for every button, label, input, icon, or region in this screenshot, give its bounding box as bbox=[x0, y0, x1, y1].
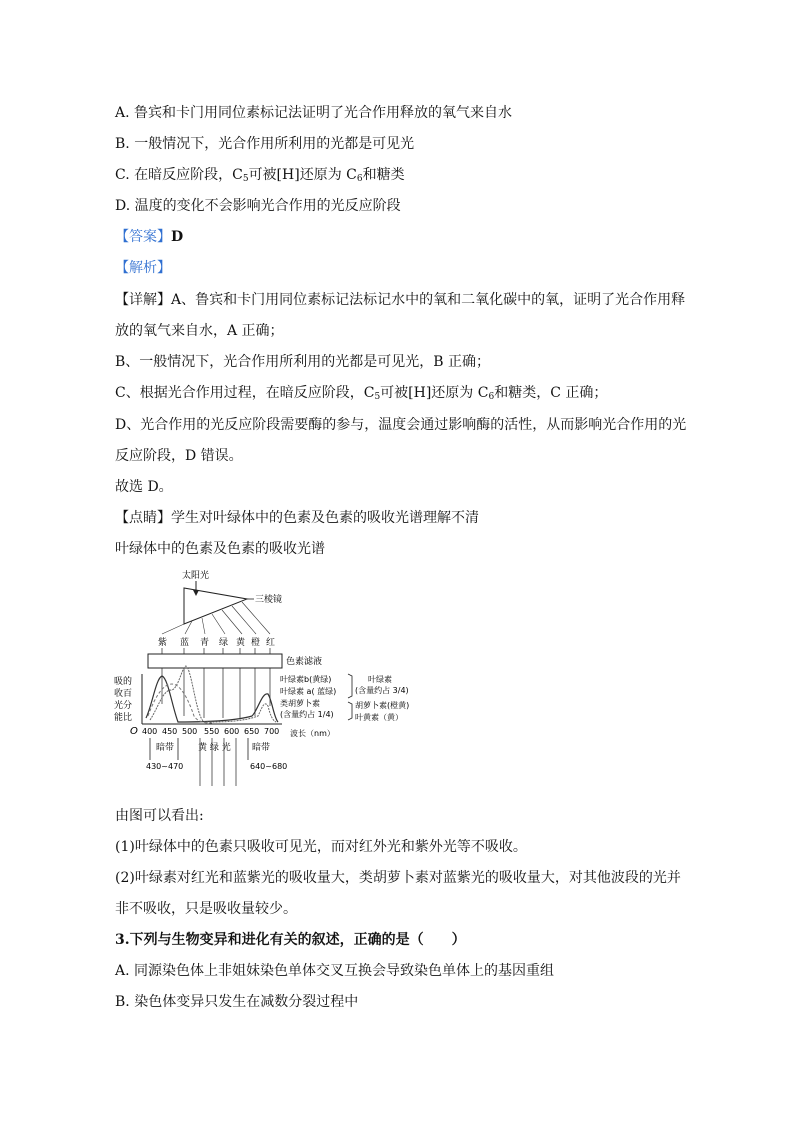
conclusion-2-line2: 非不吸收，只是吸收量较少。 bbox=[115, 901, 297, 917]
question3-stem: 3.下列与生物变异和进化有关的叙述，正确的是（ ） bbox=[115, 932, 466, 948]
analysis-tag: 【解析】 bbox=[115, 260, 171, 276]
color-cyan: 青 bbox=[200, 638, 210, 648]
option-d: D. 温度的变化不会影响光合作用的光反应阶段 bbox=[115, 198, 401, 214]
answer-value: D bbox=[171, 229, 184, 245]
chlorophyll-brace bbox=[348, 674, 352, 698]
svg-text:650: 650 bbox=[244, 727, 260, 736]
svg-text:(含量约占 3/4): (含量约占 3/4) bbox=[355, 686, 409, 695]
sun-label: 太阳光 bbox=[182, 571, 210, 581]
svg-text:吸的: 吸的 bbox=[114, 677, 133, 687]
detail-a-line1: 【详解】A、鲁宾和卡门用同位素标记法标记水中的氧和二氧化碳中的氧，证明了光合作用释 bbox=[115, 292, 686, 308]
yellow-green-light: 黄 绿 光 bbox=[198, 743, 231, 753]
dark-band-right: 暗带 bbox=[252, 743, 271, 753]
svg-text:400: 400 bbox=[142, 727, 158, 736]
color-labels bbox=[158, 636, 275, 648]
filter-label: 色素滤液 bbox=[286, 657, 323, 667]
svg-text:550: 550 bbox=[204, 727, 220, 736]
figure-title: 叶绿体中的色素及色素的吸收光谱 bbox=[115, 541, 325, 557]
svg-text:450: 450 bbox=[162, 727, 178, 736]
color-orange: 橙 bbox=[251, 638, 261, 648]
answer-tag: 【答案】 bbox=[115, 229, 171, 245]
detail-d-line2: 反应阶段，D 错误。 bbox=[115, 448, 243, 464]
svg-text:叶绿素: 叶绿素 bbox=[368, 675, 392, 684]
detail-d-line1: D、光合作用的光反应阶段需要酶的参与，温度会通过影响酶的活性，从而影响光合作用的光 bbox=[115, 417, 687, 433]
pigment-filter-box bbox=[148, 654, 282, 668]
pigment-group-labels bbox=[355, 674, 409, 722]
svg-text:能比: 能比 bbox=[114, 713, 133, 723]
x-origin: O bbox=[130, 726, 138, 737]
x-tick-labels bbox=[142, 727, 279, 736]
answer-line bbox=[115, 228, 183, 246]
dark-band-left: 暗带 bbox=[156, 743, 175, 753]
option-c: C. 在暗反应阶段，$C_5$可被[H]还原为 $C_6$和糖类 bbox=[115, 167, 405, 184]
option-a: A. 鲁宾和卡门用同位素标记法证明了光合作用释放的氧气来自水 bbox=[115, 105, 513, 121]
light-rays bbox=[162, 602, 270, 634]
detail-c: C、根据光合作用过程，在暗反应阶段，$C_5$可被[H]还原为 $C_6$和糖类，C 正确； bbox=[115, 385, 608, 402]
svg-text:700: 700 bbox=[264, 727, 280, 736]
prism-shape bbox=[184, 588, 247, 624]
carotenoid-brace bbox=[348, 702, 352, 720]
svg-text:叶黄素（黄）: 叶黄素（黄） bbox=[355, 713, 403, 722]
conclusion-intro: 由图可以看出: bbox=[115, 808, 204, 824]
option-b: B. 一般情况下，光合作用所利用的光都是可见光 bbox=[115, 136, 415, 152]
color-violet: 紫 bbox=[158, 638, 168, 648]
x-axis-label: 波长（nm） bbox=[290, 729, 335, 738]
detail-conclusion: 故选 D。 bbox=[115, 479, 173, 495]
svg-text:胡萝卜素(橙黄): 胡萝卜素(橙黄) bbox=[355, 701, 410, 710]
svg-text:(含量约占 1/4): (含量约占 1/4) bbox=[280, 710, 334, 719]
color-red: 红 bbox=[266, 638, 276, 648]
svg-text:600: 600 bbox=[224, 727, 240, 736]
chlorophyll-b-curve bbox=[150, 666, 276, 722]
detail-a-line2: 放的氧气来自水，A 正确； bbox=[115, 323, 284, 339]
curve-legend bbox=[280, 674, 336, 719]
color-green: 绿 bbox=[219, 638, 229, 648]
svg-text:叶绿素 a( 蓝绿): 叶绿素 a( 蓝绿) bbox=[280, 687, 337, 696]
y-axis-label bbox=[114, 675, 132, 723]
pointer-line: 【点睛】学生对叶绿体中的色素及色素的吸收光谱理解不清 bbox=[115, 510, 479, 526]
svg-text:收百: 收百 bbox=[114, 689, 133, 699]
question3-option-a: A. 同源染色体上非姐妹染色单体交叉互换会导致染色单体上的基因重组 bbox=[115, 963, 555, 979]
absorption-spectrum-figure bbox=[112, 566, 422, 791]
svg-text:光分: 光分 bbox=[114, 701, 133, 711]
dark-band-left-range: 430~470 bbox=[146, 762, 184, 771]
svg-text:类胡萝卜素: 类胡萝卜素 bbox=[280, 699, 320, 708]
conclusion-2-line1: (2)叶绿素对红光和蓝紫光的吸收量大，类胡萝卜素对蓝紫光的吸收量大，对其他波段的光并 bbox=[115, 870, 681, 886]
detail-b: B、一般情况下，光合作用所利用的光都是可见光，B 正确； bbox=[115, 354, 491, 370]
color-yellow: 黄 bbox=[236, 638, 246, 648]
carotenoid-curve bbox=[148, 684, 212, 723]
svg-text:叶绿素b(黄绿): 叶绿素b(黄绿) bbox=[280, 675, 332, 684]
color-blue: 蓝 bbox=[180, 638, 190, 648]
question3-option-b: B. 染色体变异只发生在减数分裂过程中 bbox=[115, 994, 359, 1010]
dark-band-right-range: 640~680 bbox=[250, 762, 288, 771]
conclusion-1: (1)叶绿体中的色素只吸收可见光，而对红外光和紫外光等不吸收。 bbox=[115, 839, 527, 855]
prism-label: 三棱镜 bbox=[255, 595, 283, 605]
svg-text:500: 500 bbox=[182, 727, 198, 736]
